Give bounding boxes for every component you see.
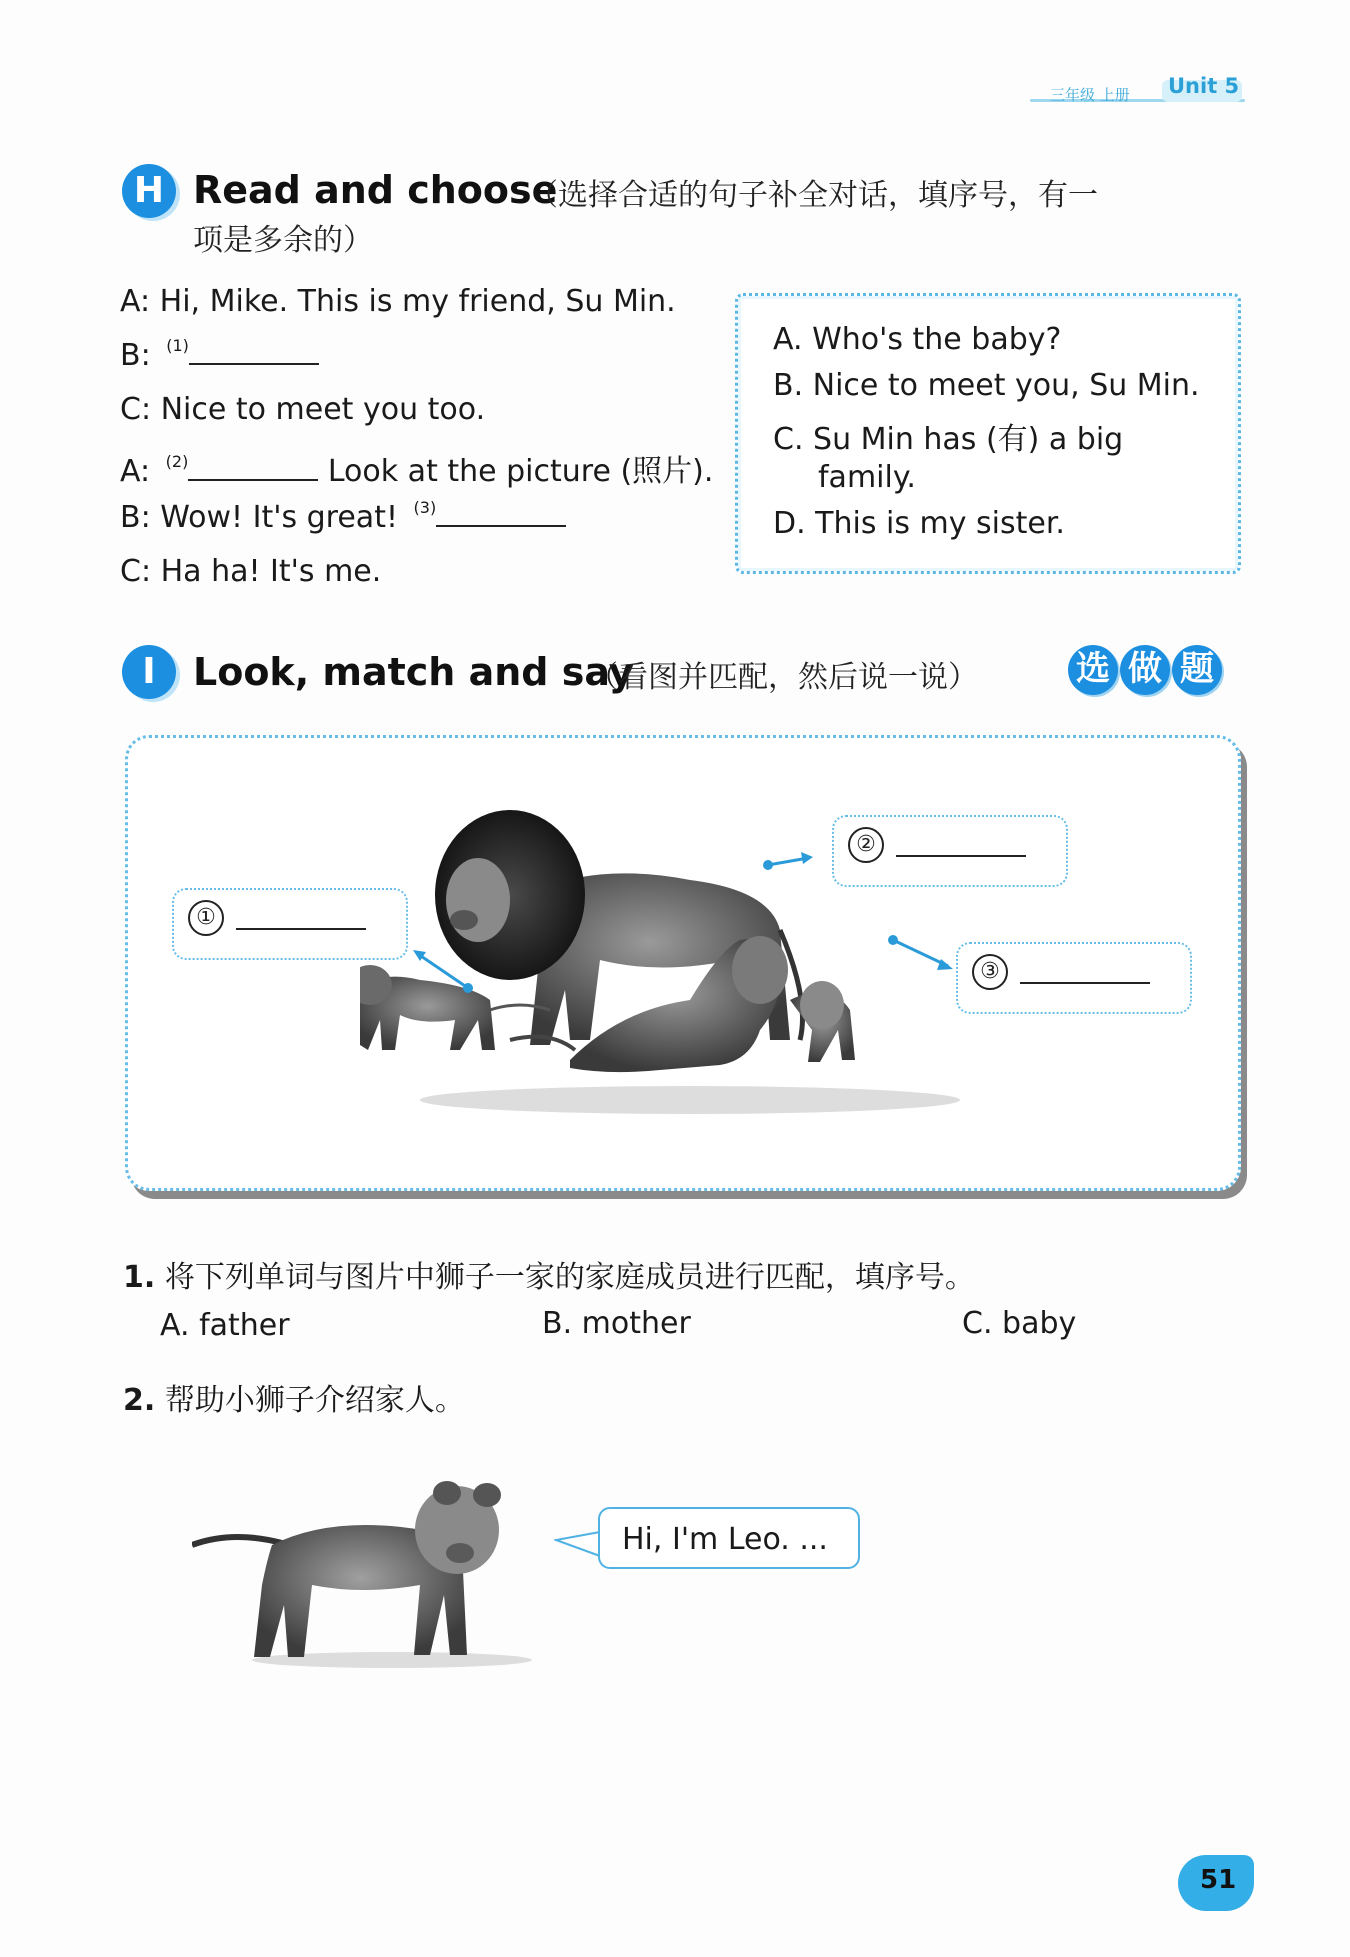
speaker: A:	[120, 284, 151, 319]
question-1	[123, 1252, 975, 1296]
section-i-title: Look, match and say	[193, 650, 634, 694]
option-c-continued: family.	[818, 460, 916, 495]
speech-bubble: Hi, I'm Leo. ...	[598, 1507, 860, 1569]
lion-cub-illustration	[192, 1475, 552, 1675]
label-number: ②	[848, 827, 884, 863]
dialog-text: Look at the picture (照片).	[327, 454, 714, 489]
unit-label: Unit 5	[1168, 74, 1240, 98]
grade-label: 三年级 上册	[1050, 86, 1130, 104]
bubble-tail	[554, 1530, 604, 1560]
section-i-instruction: （看图并匹配，然后说一说）	[588, 660, 978, 695]
dialog-text: Hi, Mike. This is my friend, Su Min.	[159, 284, 676, 319]
speaker: A:	[120, 454, 151, 489]
dialog-text: Nice to meet you too.	[160, 392, 486, 427]
choose-badge: 题	[1172, 645, 1222, 695]
label-blank[interactable]	[1020, 982, 1150, 984]
question-number: 1.	[123, 1260, 156, 1295]
choose-badge: 选	[1068, 645, 1118, 695]
option-d: D. This is my sister.	[773, 506, 1065, 541]
page-number-tab	[1178, 1855, 1254, 1911]
question-text: 将下列单词与图片中狮子一家的家庭成员进行匹配，填序号。	[164, 1260, 975, 1295]
section-h-badge: H	[122, 164, 176, 218]
word-option: C. baby	[962, 1306, 1077, 1341]
speaker: C:	[120, 392, 152, 427]
section-i-badge: I	[122, 645, 176, 699]
page-number: 51	[1200, 1865, 1237, 1895]
option-a: A. Who's the baby?	[773, 322, 1062, 357]
dialog-text: Ha ha! It's me.	[160, 554, 382, 589]
speaker: B:	[120, 500, 151, 535]
label-number: ③	[972, 954, 1008, 990]
option-c: C. Su Min has (有) a big	[773, 422, 1124, 457]
question-text: 帮助小狮子介绍家人。	[164, 1383, 465, 1418]
question-2	[123, 1375, 465, 1419]
word-option: B. mother	[542, 1306, 691, 1341]
blank-number: (2)	[165, 452, 189, 471]
label-box-3[interactable]	[956, 942, 1192, 1014]
section-h-instruction-line1: （选择合适的句子补全对话，填序号，有一	[528, 178, 1098, 213]
blank-number: (3)	[413, 498, 437, 517]
section-h-instruction-line2: 项是多余的）	[193, 223, 373, 258]
speaker: B:	[120, 338, 151, 373]
option-b: B. Nice to meet you, Su Min.	[773, 368, 1200, 403]
label-box-1[interactable]	[172, 888, 408, 960]
speaker: C:	[120, 554, 152, 589]
section-h-title: Read and choose	[193, 168, 558, 212]
blank-number: (1)	[166, 336, 189, 355]
word-option: A. father	[160, 1308, 290, 1343]
label-blank[interactable]	[236, 928, 366, 930]
label-number: ①	[188, 900, 224, 936]
label-box-2[interactable]	[832, 815, 1068, 887]
dialog-text: Wow! It's great!	[160, 500, 398, 535]
question-number: 2.	[123, 1383, 156, 1418]
label-blank[interactable]	[896, 855, 1026, 857]
choose-badge: 做	[1120, 645, 1170, 695]
